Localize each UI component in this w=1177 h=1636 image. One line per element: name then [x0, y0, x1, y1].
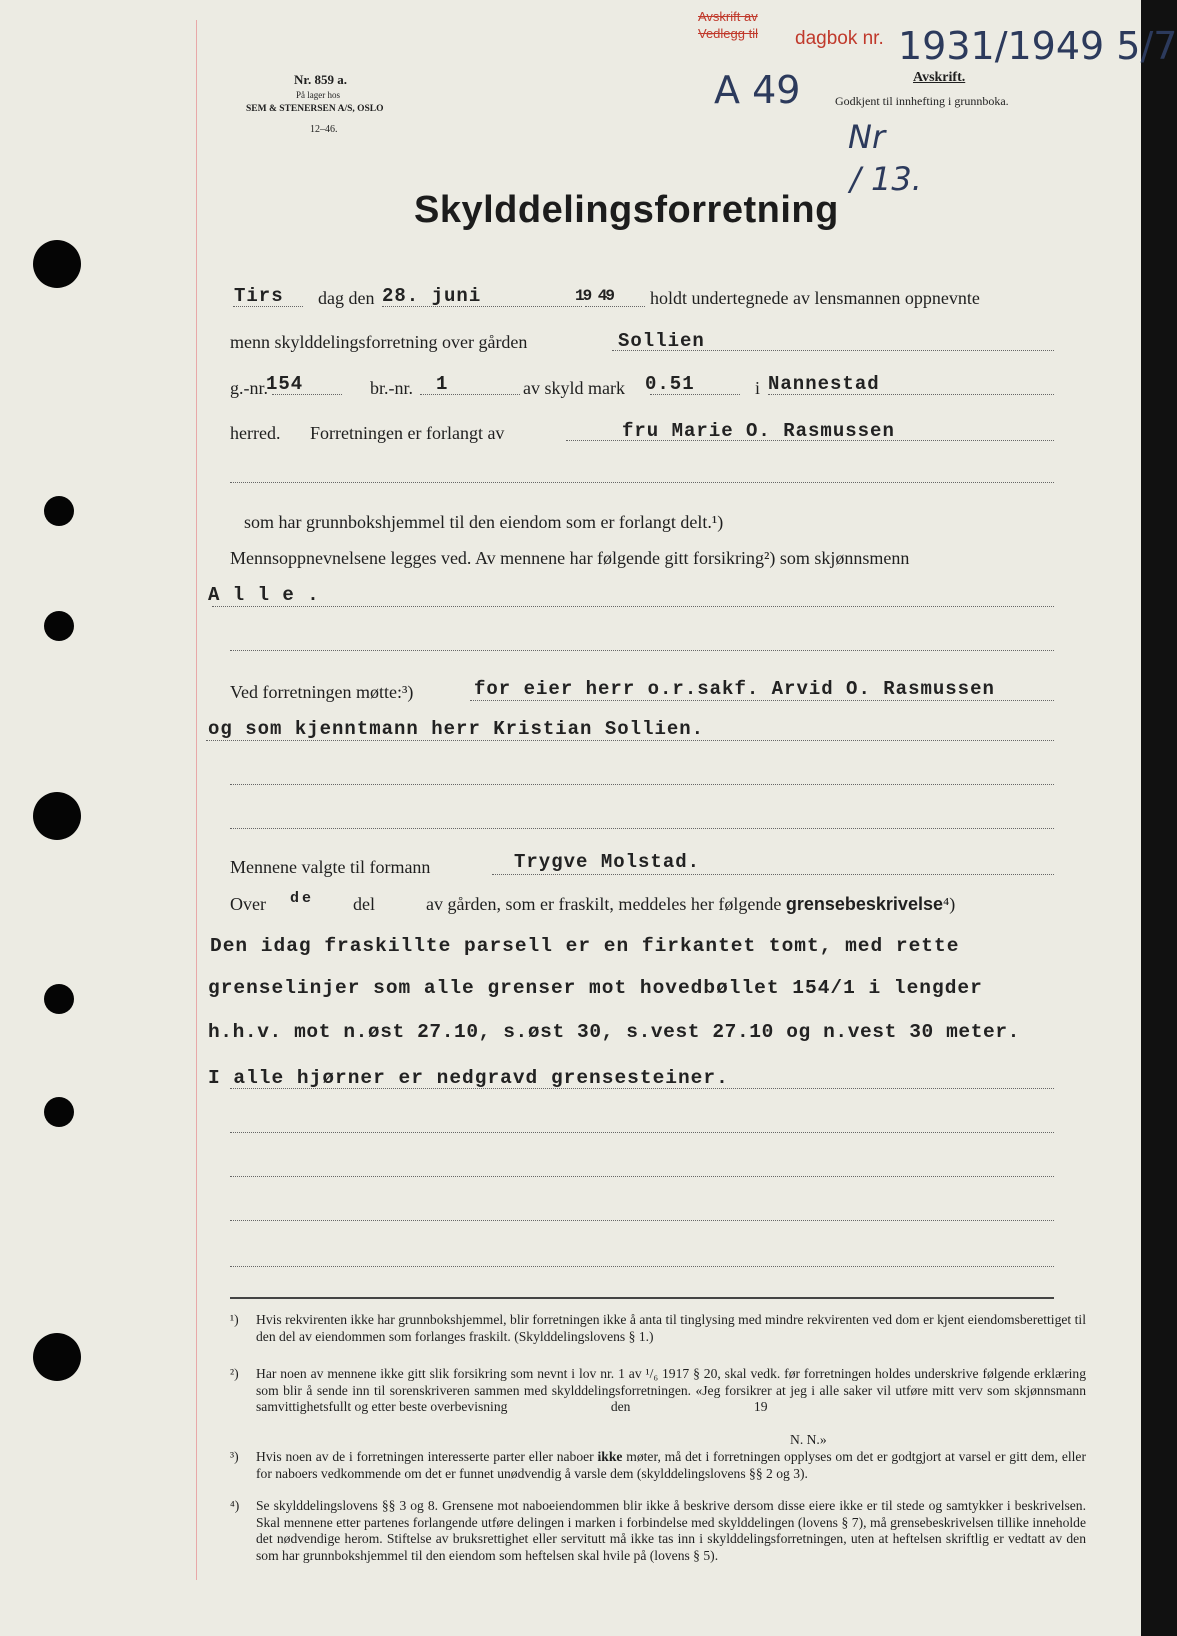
boundary-line-4: I alle hjørner er nedgravd grensesteiner.: [208, 1067, 729, 1089]
municipality: Nannestad: [768, 373, 880, 395]
boundary-line-3: h.h.v. mot n.øst 27.10, s.øst 30, s.vest 27.10 og n.vest 30 meter.: [208, 1021, 1020, 1043]
attended-label: Ved forretningen møtte:³): [230, 682, 414, 702]
line1-tail: holdt undertegnede av lensmannen oppnevnte: [650, 288, 980, 308]
punch-hole-icon: [33, 792, 81, 840]
over-value: d e: [290, 890, 309, 907]
punch-hole-icon: [33, 240, 81, 288]
footnote-4: [230, 1498, 1086, 1564]
footnote-number: ⁴): [230, 1498, 240, 1513]
owner-text: som har grunnbokshjemmel til den eiendom som er forlangt delt.¹): [244, 512, 724, 532]
footnote-nn: N. N.»: [790, 1432, 827, 1447]
bnr-value: 1: [436, 373, 449, 395]
footnote-3: [230, 1449, 1086, 1482]
avskrift-label: Avskrift.: [913, 70, 966, 85]
footnote-text: Se skylddelingslovens §§ 3 og 8. Grensene mot naboeiendommen blir ikke å beskrive dersom disse eiere ikke er til stede og samtykker i beskrivelsen. Skal mennene etter partenes forlangende utføre delingen i marken i forbindelse med skylddelingen (lovens § 7), må grensebeskrivelsen tillike inneholde det nødvendige herom. Stiftelse av bruksrettighet eller servitutt må ikke tas inn i skylddelingsforretningen, uten at heftelsen skriftlig er vedtatt av den som har grunnbokshjemmel til den eiendom som heftelsen skal hvile på (lovens § 5).: [256, 1498, 1086, 1563]
gnr-label: g.-nr.: [230, 378, 268, 398]
punch-hole-icon: [44, 611, 74, 641]
margin-line: [196, 20, 197, 1580]
footnote-separator: [230, 1297, 1054, 1299]
margin-note-13: / 13.: [850, 160, 922, 198]
footnote-text-bold: ikke: [597, 1449, 623, 1464]
footnote-19: 19: [753, 1399, 768, 1414]
year-value: 19 49: [575, 287, 614, 305]
date-value: 28. juni: [382, 285, 482, 307]
stamp-crossed-1: Avskrift av: [698, 9, 758, 24]
boundary-intro-text: av gården, som er fraskilt, meddeles her følgende: [426, 894, 782, 914]
bnr-label: br.-nr.: [370, 378, 413, 398]
footnote-den: den: [610, 1399, 631, 1414]
margin-note-nr: Nr: [848, 118, 886, 156]
punch-hole-icon: [44, 1097, 74, 1127]
publisher-line-1: På lager hos: [296, 90, 340, 100]
attended-line-2: og som kjenntmann herr Kristian Sollien.: [208, 718, 705, 740]
footnote-number: ¹): [230, 1312, 239, 1327]
form-number: Nr. 859 a.: [294, 72, 347, 87]
attended-line-1: for eier herr o.r.sakf. Arvid O. Rasmussen: [474, 678, 995, 700]
publisher-date: 12–46.: [310, 124, 338, 135]
farm-label: menn skylddelingsforretning over gården: [230, 332, 528, 352]
footnote-1: [230, 1312, 1086, 1345]
boundary-sup: ⁴): [942, 894, 956, 914]
dagbok-number: 1931/1949 5/7: [898, 24, 1177, 68]
requester: fru Marie O. Rasmussen: [622, 420, 895, 442]
all-value: A l l e .: [208, 584, 320, 606]
footnote-number: ²): [230, 1366, 239, 1381]
stamp-crossed-2: Vedlegg til: [698, 26, 758, 41]
appointment-text: Mennsoppnevnelsene legges ved. Av mennene har følgende gitt forsikring²) som skjønnsmenn: [230, 548, 910, 568]
footnote-text-post: møter, må det i forretningen opplyses om det er godtgjort at varsel er gitt dem, eller for naboers vedkommende om det er funnet unødvendig å varsle dem (skylddelingslovens §§ 2 og 3).: [256, 1449, 1086, 1481]
boundary-line-2: grenselinjer som alle grenser mot hovedbøllet 154/1 i lengder: [208, 977, 983, 999]
punch-hole-icon: [44, 496, 74, 526]
del-label: del: [353, 894, 375, 914]
publisher-line-2: SEM & STENERSEN A/S, OSLO: [246, 104, 384, 114]
footnote-text: Hvis rekvirenten ikke har grunnbokshjemmel, blir forretningen ikke å anta til tinglysing med mindre rekvirenten ved dom er kjent eiendomsberettiget til den del av eiendommen som forlanges fraskilt. (Skylddelingslovens § 1.): [256, 1312, 1086, 1344]
punch-hole-icon: [33, 1333, 81, 1381]
footnote-2: [230, 1366, 1086, 1447]
requested-label: Forretningen er forlangt av: [310, 423, 505, 443]
footnote-text-pre: Hvis noen av de i forretningen interesserte parter eller naboer: [256, 1449, 594, 1464]
herred-text: herred.: [230, 423, 281, 443]
farm-name: Sollien: [618, 330, 705, 352]
skyld-label: av skyld mark: [523, 378, 625, 398]
skyld-value: 0.51: [645, 373, 695, 395]
footnote-number: ³): [230, 1449, 239, 1464]
page-title: Skylddelingsforretning: [414, 189, 839, 231]
footnote-text: Har noen av mennene ikke gitt slik forsikring som nevnt i lov nr. 1 av ¹/₆ 1917 § 20, skal vedk. før forretningen holdes underskrive følgende erklæring som blir å sende inn til sorenskriveren sammen med skylddelingsforretningen. «Jeg forsikrer at jeg i alle saker vil utføre mitt verv som skjønnsmann samvittighetsfullt og etter beste overbevisning: [256, 1366, 1086, 1414]
gnr-value: 154: [266, 373, 304, 395]
margin-note-a49: A 49: [714, 68, 801, 112]
i-label: i: [755, 378, 761, 398]
boundary-intro: [426, 894, 955, 915]
day-label: dag den: [318, 288, 375, 308]
punch-hole-icon: [44, 984, 74, 1014]
boundary-line-1: Den idag fraskillte parsell er en firkantet tomt, med rette: [210, 935, 960, 957]
chairman-label: Mennene valgte til formann: [230, 857, 431, 877]
stamp-dagbok: dagbok nr.: [795, 28, 884, 49]
chairman: Trygve Molstad.: [514, 851, 701, 873]
godkjent-text: Godkjent til innhefting i grunnboka.: [835, 94, 1009, 108]
boundary-bold: grensebeskrivelse: [785, 894, 943, 914]
day-value: Tirs: [234, 285, 284, 307]
over-label: Over: [230, 894, 266, 914]
